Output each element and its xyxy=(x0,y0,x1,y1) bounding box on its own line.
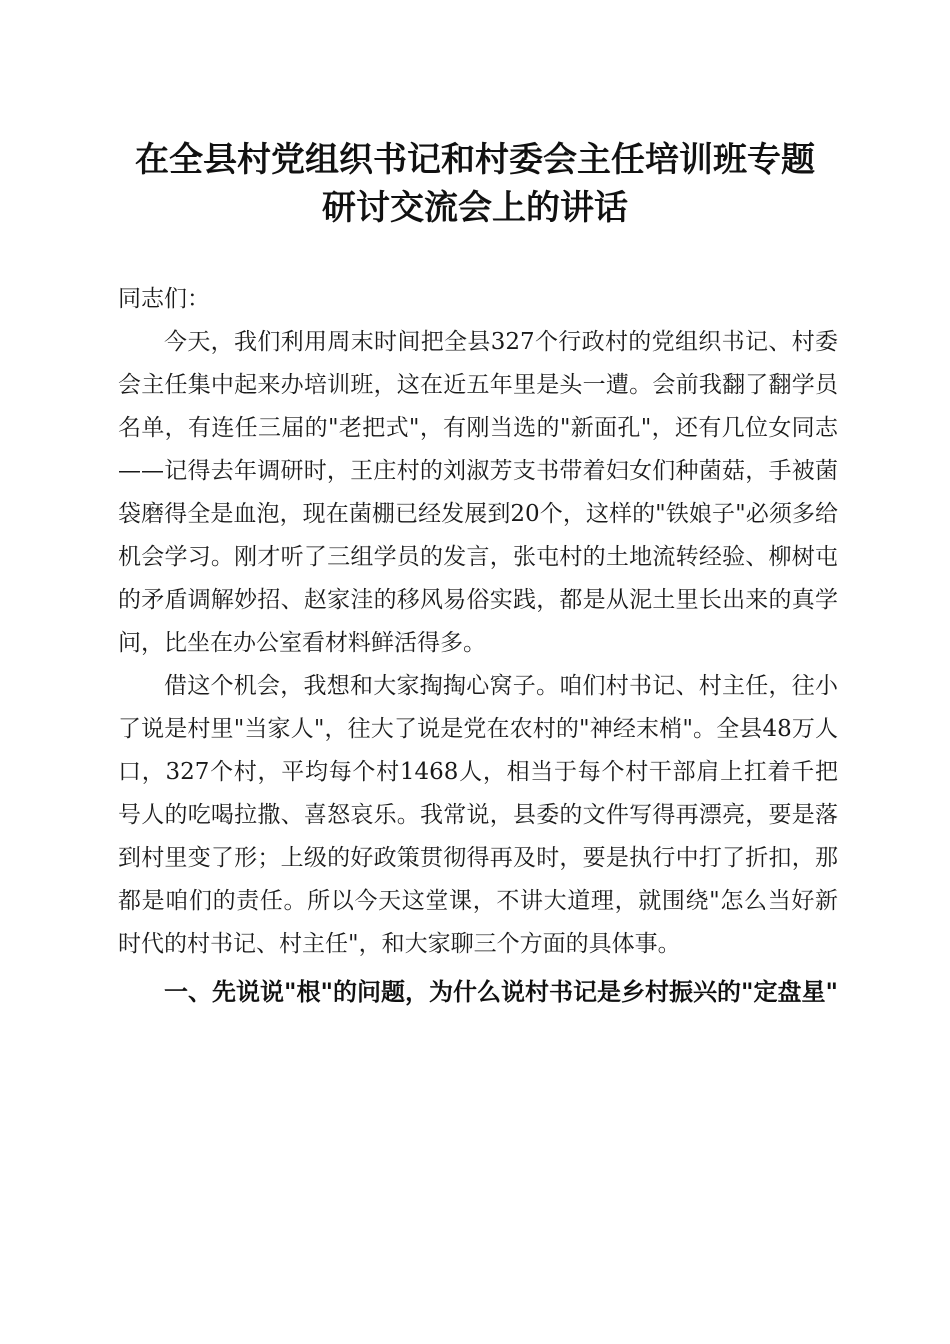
document-body xyxy=(118,278,838,1014)
salutation: 同志们： xyxy=(118,286,210,312)
paragraph-1: 今天，我们利用周末时间把全县327个行政村的党组织书记、村委会主任集中起来办培训班，这在近五年里是头一遭。会前我翻了翻学员名单，有连任三届的"老把式"，有刚当选的"新面孔"，还有几位女同志——记得去年调研时，王庄村的刘淑芳支书带着妇女们种菌菇，手被菌袋磨得全是血泡，现在菌棚已经发展到20个，这样的"铁娘子"必须多给机会学习。刚才听了三组学员的发言，张屯村的土地流转经验、柳树屯的矛盾调解妙招、赵家洼的移风易俗实践，都是从泥土里长出来的真学问，比坐在办公室看材料鲜活得多。 xyxy=(118,329,838,656)
paragraph-2: 借这个机会，我想和大家掏掏心窝子。咱们村书记、村主任，往小了说是村里"当家人"，往大了说是党在农村的"神经末梢"。全县48万人口，327个村，平均每个村1468人，相当于每个村干部肩上扛着千把号人的吃喝拉撒、喜怒哀乐。我常说，县委的文件写得再漂亮，要是落到村里变了形；上级的好政策贯彻得再及时，要是执行中打了折扣，那都是咱们的责任。所以今天这堂课，不讲大道理，就围绕"怎么当好新时代的村书记、村主任"，和大家聊三个方面的具体事。 xyxy=(118,673,838,957)
section-heading: 一、先说说"根"的问题，为什么说村书记是乡村振兴的"定盘星" xyxy=(164,978,839,1006)
title-line-2: 研讨交流会上的讲话 xyxy=(322,188,628,228)
title-line-1: 在全县村党组织书记和村委会主任培训班专题 xyxy=(135,140,815,180)
document-title xyxy=(100,136,850,232)
